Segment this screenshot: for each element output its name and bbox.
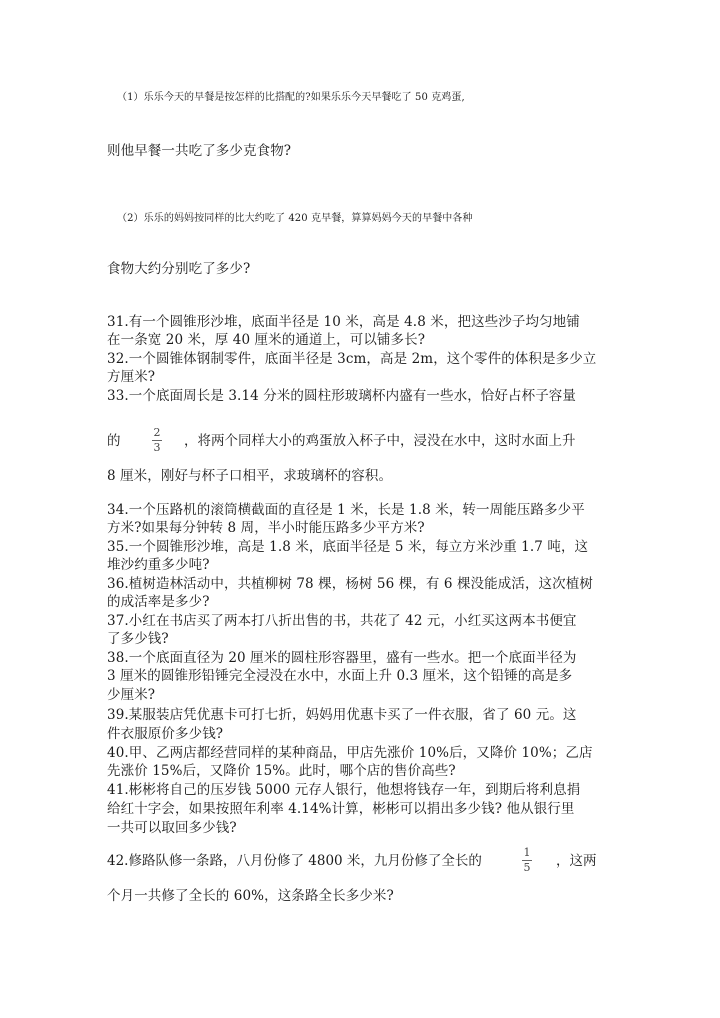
q33-line2-after: ，将两个同样大小的鸡蛋放入杯子中，浸没在水中，这时水面上升	[184, 433, 576, 449]
q42-line1-after: ，这两	[556, 853, 597, 869]
q33-fraction-denominator: 3	[153, 441, 161, 454]
q37-line1: 37.小红在书店买了两本打八折出售的书，共花了 42 元，小红买这两本书便宜	[107, 613, 577, 629]
q35-line2: 堆沙约重多少吨?	[107, 557, 210, 573]
q33-line1: 33.一个底面周长是 3.14 分米的圆柱形玻璃杯内盛有一些水，恰好占杯子容量	[107, 388, 577, 404]
q42-line1-before: 42.修路队修一条路，八月份修了 4800 米，九月份修了全长的	[107, 853, 482, 869]
q41-line2: 给红十字会，如果按照年利率 4.14%计算，彬彬可以捐出多少钱? 他从银行里	[107, 801, 575, 817]
q31-line2: 在一条宽 20 米，厚 40 厘米的通道上，可以铺多长?	[107, 332, 426, 348]
q31-line1: 31.有一个圆锥形沙堆，底面半径是 10 米，高是 4.8 米，把这些沙子均匀地铺	[107, 314, 580, 330]
q42-fraction-numerator: 1	[523, 846, 531, 859]
q40-line1: 40.甲、乙两店都经营同样的某种商品，甲店先涨价 10%后，又降价 10%；乙店	[107, 745, 593, 761]
q38-line2: 3 厘米的圆锥形铅锤完全浸没在水中，水面上升 0.3 厘米，这个铅锤的高是多	[107, 668, 573, 684]
q40-line2: 先涨价 15%后，又降价 15%。此时，哪个店的售价高些?	[107, 763, 456, 779]
q35-line1: 35.一个圆锥形沙堆，高是 1.8 米，底面半径是 5 米，每立方米沙重 1.7 吨，这	[107, 539, 589, 555]
q39-line2: 件衣服原价多少钱?	[107, 726, 224, 742]
q36-line2: 的成活率是多少?	[107, 594, 210, 610]
q30-part1-line2: 则他早餐一共吃了多少克食物?	[107, 143, 292, 159]
q30-part1-line1: （1）乐乐今天的早餐是按怎样的比搭配的?如果乐乐今天早餐吃了 50 克鸡蛋,	[117, 92, 465, 103]
q42-line2: 个月一共修了全长的 60%，这条路全长多少米?	[107, 888, 394, 904]
q36-line1: 36.植树造林活动中，共植柳树 78 棵，杨树 56 棵，有 6 棵没能成活，这次植树	[107, 576, 593, 592]
q41-line3: 一共可以取回多少钱?	[107, 820, 237, 836]
q33-line2-before: 的	[107, 433, 121, 449]
q32-line1: 32.一个圆锥体钢制零件，底面半径是 3cm，高是 2m，这个零件的体积是多少立	[107, 351, 597, 367]
q39-line1: 39.某服装店凭优惠卡可打七折，妈妈用优惠卡买了一件衣服，省了 60 元。这	[107, 707, 577, 723]
q37-line2: 了多少钱?	[107, 631, 169, 647]
q30-part2-line1: （2）乐乐的妈妈按同样的比大约吃了 420 克早餐，算算妈妈今天的早餐中各种	[117, 213, 473, 224]
q38-line1: 38.一个底面直径为 20 厘米的圆柱形容器里，盛有一些水。把一个底面半径为	[107, 650, 577, 666]
q34-line1: 34.一个压路机的滚筒横截面的直径是 1 米，长是 1.8 米，转一周能压路多少平	[107, 502, 585, 518]
q30-part2-line2: 食物大约分别吃了多少?	[107, 261, 251, 277]
q34-line2: 方米?如果每分钟转 8 周，半小时能压路多少平方米?	[107, 520, 425, 536]
q42-fraction-denominator: 5	[523, 861, 531, 874]
q32-line2: 方厘米?	[107, 369, 156, 385]
q33-fraction-numerator: 2	[153, 426, 161, 439]
q41-line1: 41.彬彬将自己的压岁钱 5000 元存人银行，他想将钱存一年，到期后将利息捐	[107, 782, 581, 798]
q33-line3: 8 厘米，刚好与杯子口相平，求玻璃杯的容积。	[107, 468, 393, 484]
q38-line3: 少厘米?	[107, 687, 156, 703]
q42-fraction	[522, 847, 532, 874]
q33-fraction	[152, 427, 162, 454]
